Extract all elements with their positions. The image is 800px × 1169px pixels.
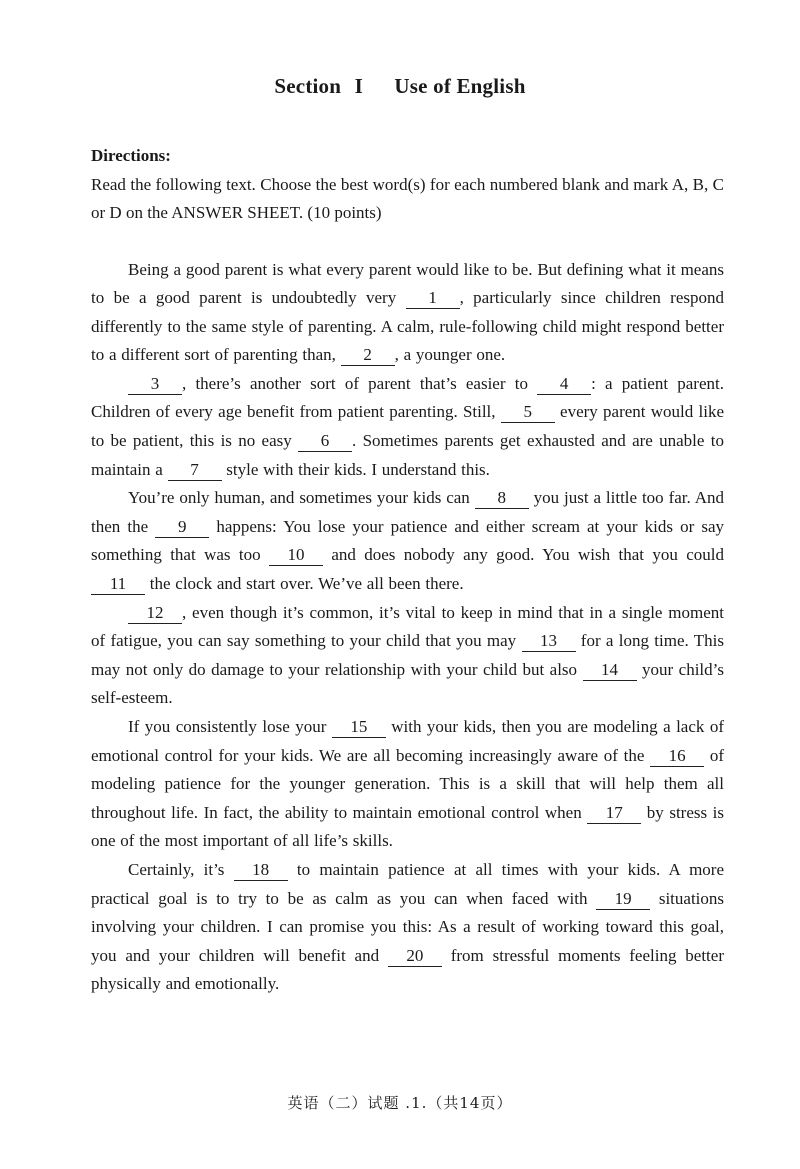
passage-text: , even though it’s common, it’s vital to keep in mind that in a single moment of fatigue, you can say something to your child that you may <box>91 602 724 651</box>
passage-text: and does nobody any good. You wish that you could <box>322 545 724 565</box>
answer-blank-4: 4 <box>537 374 591 395</box>
answer-blank-20: 20 <box>388 946 442 967</box>
passage-text: to maintain patience at all times with your kids. A more practical goal is to try to be as calm as you can when faced with <box>91 859 724 908</box>
answer-blank-8: 8 <box>475 488 529 509</box>
passage-text: your child’s self-esteem. <box>91 659 724 708</box>
section-numeral: I <box>354 74 363 98</box>
passage-paragraph <box>91 713 724 856</box>
passage-paragraph <box>91 599 724 713</box>
content-area <box>91 142 724 999</box>
passage-paragraph <box>91 256 724 370</box>
answer-blank-3: 3 <box>128 374 182 395</box>
page-footer: 英语（二）试题 .1.（共14页） <box>287 1094 513 1112</box>
passage-text: . Sometimes parents get exhausted and are unable to maintain a <box>91 431 724 479</box>
section-title <box>0 74 800 99</box>
passage-text: , there’s another sort of parent that’s easier to <box>182 373 538 393</box>
passage-paragraph <box>91 856 724 999</box>
passage-text: If you consistently lose your <box>128 717 332 736</box>
answer-blank-17: 17 <box>587 803 641 824</box>
passage-text: , particularly since children respond differently to the same style of parenting. A calm, rule-following child might respond better to a different sort of parenting than, <box>91 288 724 365</box>
answer-blank-14: 14 <box>583 660 637 681</box>
section-name: Use of English <box>394 74 526 98</box>
passage-text: , a younger one. <box>394 345 506 365</box>
passage-text: every parent would like to be patient, this is no easy <box>91 402 725 451</box>
cloze-passage <box>91 256 724 999</box>
passage-text: style with their kids. I understand this. <box>221 459 490 479</box>
answer-blank-15: 15 <box>332 717 386 738</box>
passage-text: the clock and start over. We’ve all been there. <box>145 574 464 594</box>
answer-blank-10: 10 <box>269 545 323 566</box>
answer-blank-2: 2 <box>341 345 395 366</box>
passage-text: of modeling patience for the younger generation. This is a skill that will help them all throughout life. In fact, the ability to maintain emotional control when <box>91 745 724 822</box>
passage-text: Being a good parent is what every parent would like to be. But defining what it means to be a good parent is undoubtedly very <box>91 259 724 308</box>
passage-paragraph <box>91 370 724 484</box>
directions-text: Read the following text. Choose the best word(s) for each numbered blank and mark A, B, C or D on the ANSWER SHEET. (10 points) <box>91 174 724 222</box>
answer-blank-12: 12 <box>128 603 182 624</box>
passage-text: situations involving your children. I can promise you this: As a result of working toward this goal, you and your children will benefit and <box>91 888 724 965</box>
answer-blank-7: 7 <box>168 460 222 481</box>
directions-heading: Directions: <box>91 146 171 165</box>
section-label: Section <box>274 74 342 98</box>
passage-text: Certainly, it’s <box>128 859 234 879</box>
answer-blank-13: 13 <box>522 631 576 652</box>
answer-blank-1: 1 <box>406 288 460 309</box>
answer-blank-9: 9 <box>155 517 209 538</box>
passage-text: with your kids, then you are modeling a lack of emotional control for your kids. We are all becoming increasingly aware of the <box>91 717 724 765</box>
answer-blank-16: 16 <box>650 746 704 767</box>
passage-text: happens: You lose your patience and either scream at your kids or say something that was too <box>91 516 724 565</box>
answer-blank-6: 6 <box>298 431 352 452</box>
passage-text: for a long time. This may not only do damage to your relationship with your child but also <box>91 631 724 679</box>
passage-paragraph <box>91 484 724 598</box>
passage-text: from stressful moments feeling better physically and emotionally. <box>91 945 724 994</box>
answer-blank-18: 18 <box>234 860 288 881</box>
passage-text: : a patient parent. Children of every age benefit from patient parenting. Still, <box>91 373 724 422</box>
answer-blank-19: 19 <box>596 889 650 910</box>
answer-blank-5: 5 <box>501 402 555 423</box>
answer-blank-11: 11 <box>91 574 145 595</box>
passage-text: by stress is one of the most important of all life’s skills. <box>91 802 724 851</box>
passage-text: you just a little too far. And then the <box>91 488 724 536</box>
passage-text: You’re only human, and sometimes your kids can <box>128 488 475 508</box>
